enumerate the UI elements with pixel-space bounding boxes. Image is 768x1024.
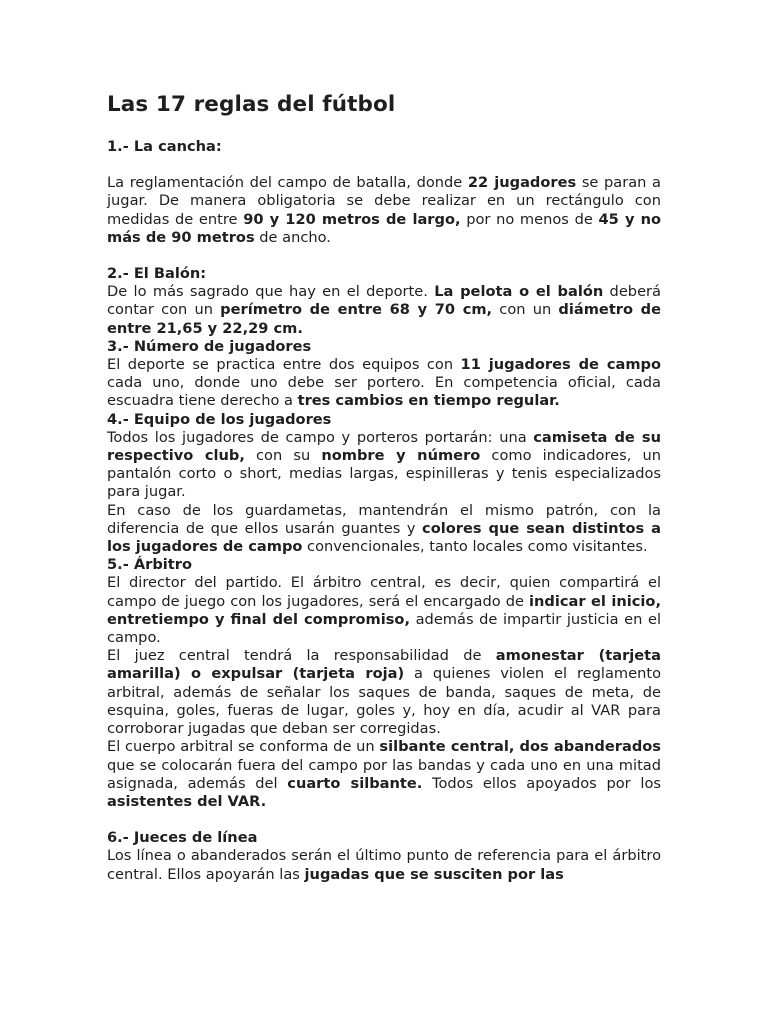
section-heading-equipo: 4.- Equipo de los jugadores: [107, 410, 332, 428]
section-heading-jueces-linea: 6.- Jueces de línea: [107, 829, 258, 847]
paragraph-cancha: La reglamentación del campo de batalla, donde 22 jugadores se paran a jugar. De manera obligatoria se debe realizar en un rectángulo con medidas de entre 90 y 120 metros de largo, por no menos de 45 y no más de 90 metros de ancho.: [107, 174, 661, 246]
paragraph-arbitro-2: El juez central tendrá la responsabilidad de amonestar (tarjeta amarilla) o expulsar (tarjeta roja) a quienes violen el reglamento arbitral, además de señalar los saques de banda, saques de meta, de esquina, goles, fueras de lugar, goles y, hoy en día, acudir al VAR para corroborar jugadas que deban ser corregidas.: [107, 647, 662, 738]
document-title: Las 17 reglas del fútbol: [107, 92, 396, 117]
paragraph-arbitro-1: El director del partido. El árbitro central, es decir, quien compartirá el campo de juego con los jugadores, será el encargado de indicar el inicio, entretiempo y final del compromiso, además de impartir justicia en el campo.: [107, 574, 662, 647]
document-page: [107, 92, 661, 884]
paragraph-arbitro-3: El cuerpo arbitral se conforma de un silbante central, dos abanderados que se colocarán fuera del campo por las bandas y cada uno en una mitad asignada, además del cuarto silbante. Todos ellos apoyados por los asistentes del VAR.: [107, 738, 661, 810]
paragraph-balon: De lo más sagrado que hay en el deporte. La pelota o el balón deberá contar con un perímetro de entre 68 y 70 cm, con un diámetro de entre 21,65 y 22,29 cm.: [107, 283, 662, 337]
paragraph-equipo-2: En caso de los guardametas, mantendrán el mismo patrón, con la diferencia de que ellos usarán guantes y colores que sean distintos a los jugadores de campo convencionales, tanto locales como visitantes.: [107, 501, 662, 556]
paragraph-equipo-1: Todos los jugadores de campo y porteros portarán: una camiseta de su respectivo club, con su nombre y número como indicadores, un pantalón corto o short, medias largas, espinilleras y tenis especializados para jugar.: [107, 428, 661, 501]
section-heading-arbitro: 5.- Árbitro: [107, 556, 192, 574]
section-heading-cancha: 1.- La cancha:: [107, 138, 222, 155]
paragraph-numero-jugadores: El deporte se practica entre dos equipos con 11 jugadores de campo cada uno, donde uno debe ser portero. En competencia oficial, cada escuadra tiene derecho a tres cambios en tiempo regular.: [107, 356, 662, 410]
section-heading-balon: 2.- El Balón:: [107, 265, 207, 283]
paragraph-jueces-linea: Los línea o abanderados serán el último punto de referencia para el árbitro central. Ellos apoyarán las jugadas que se susciten por las: [107, 847, 661, 883]
section-heading-numero-jugadores: 3.- Número de jugadores: [107, 337, 312, 355]
